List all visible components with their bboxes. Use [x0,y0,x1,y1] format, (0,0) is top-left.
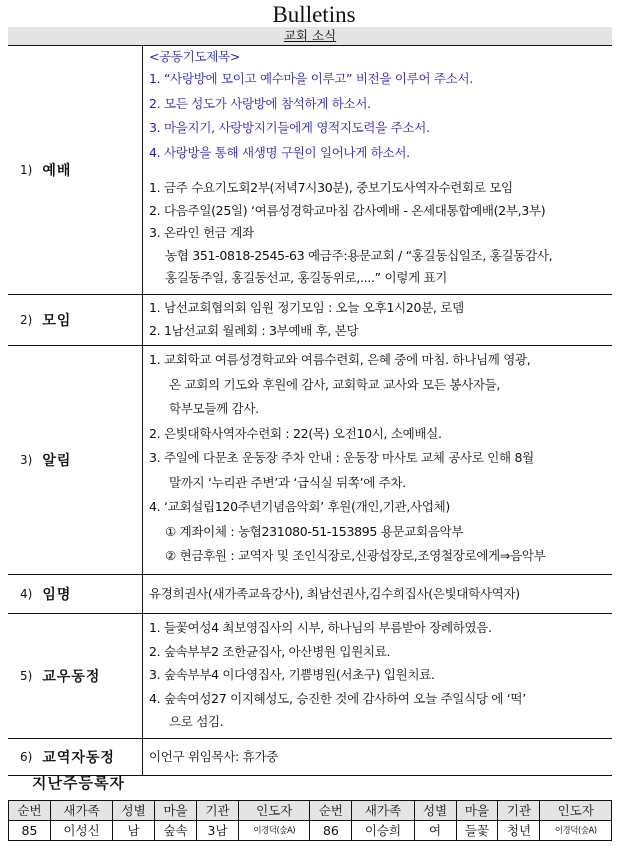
table-cell: 이승희 [352,821,414,841]
section-header-label: 교회 소식 [283,28,337,43]
section-label [8,575,143,613]
section-label [8,614,143,738]
table-cell: 이성신 [50,821,112,841]
column-header: 성별 [414,801,456,821]
list-item: 1. 남선교회협의회 임원 정기모임 : 오늘 오후1시20분, 로뎀 [149,300,464,315]
list-item: 온 교회의 기도와 후원에 감사, 교회학교 교사와 모든 봉사자들, [169,376,501,392]
column-header: 인도자 [540,801,612,821]
section-pastor-news [8,739,612,776]
table-cell: 86 [310,821,352,841]
section-name: 예배 [42,162,72,179]
column-header: 성별 [113,801,155,821]
list-item: 1. 금주 수요기도회2부(저녁7시30분), 중보기도사역자수련회로 모임 [149,180,513,195]
table-cell: 이경덕(숲A) [540,821,612,841]
list-item: 2. 숲속부부2 조한균집사, 아산병원 입원치료. [149,643,391,659]
column-header: 인도자 [239,801,310,821]
section-header [8,27,612,46]
prayer-item: 3. 마을지기, 사랑방지기들에게 영적지도력을 주소서. [149,120,430,135]
list-item: 2. 은빛대학사역자수련회 : 22(목) 오전10시, 소예배실. [149,425,442,441]
section-number: 6) [20,750,33,764]
column-header: 마을 [155,801,197,821]
section-meetings [8,295,612,346]
table-cell: 85 [9,821,51,841]
list-item: 유경희권사(새가족교육강사), 최남선권사,김수희집사(은빛대학사역자) [149,585,520,601]
spacer [149,165,612,177]
section-label [8,295,143,345]
table-cell: 청년 [498,821,540,841]
table-cell: 3남 [197,821,239,841]
column-header: 순번 [9,801,51,821]
section-appointments [8,575,612,614]
table-cell: 이경덕(숲A) [239,821,310,841]
prayer-item: 2. 모든 성도가 사랑방에 참석하게 하소서. [149,95,371,111]
section-content [143,346,612,574]
page-title: Bulletins [272,2,356,27]
section-label [8,346,143,574]
column-header: 순번 [310,801,352,821]
list-item: ② 현금후원 : 교역자 및 조인식장로,신광섭장로,조영철장로에게⇒음악부 [165,548,546,563]
section-number: 3) [20,453,33,467]
table-row [9,821,612,841]
prayer-item: 4. 사랑방을 통해 새생명 구원이 일어나게 하소서. [149,144,410,160]
list-item: 4. 숲속여성27 이지혜성도, 승진한 것에 감사하여 오늘 주일식당 에 ‘떡’ [149,690,526,706]
column-header: 새가족 [50,801,112,821]
section-number: 4) [20,587,33,601]
column-header: 새가족 [352,801,414,821]
list-item: 3. 숲속부부4 이다영집사, 기쁨병원(서초구) 입원치료. [149,667,435,682]
list-item: 1. 들꽃여성4 최보영집사의 시부, 하나님의 부름받아 장례하였음. [149,620,492,635]
list-item: 으로 섬김. [169,714,224,729]
section-content [143,295,612,345]
section-number: 1) [20,162,33,177]
section-name: 교우동정 [42,669,101,685]
list-item: 말까지 ‘누리관 주변’과 ‘급식실 뒤쪽’에 주차. [169,474,406,490]
registrants-title: 지난주등록자 [32,774,125,792]
section-name: 알림 [42,453,72,469]
list-item: 4. ‘교회설립120주년기념음악회’ 후원(개인,기관,사업체) [149,499,450,514]
section-label [8,45,143,294]
table-cell: 들꽃 [456,821,498,841]
registrants-table [8,800,612,841]
list-item: 농협 351-0818-2545-63 예금주:용문교회 / “홍길동십일조, 홍길동감사, [165,247,553,263]
section-content [143,45,612,294]
list-item: 이언구 위임목사: 휴가중 [149,748,279,764]
table-cell: 여 [414,821,456,841]
section-content [143,575,612,613]
list-item: ① 계좌이체 : 농협231080-51-153895 용문교회음악부 [165,523,464,539]
column-header: 기관 [197,801,239,821]
list-item: 2. 다음주일(25일) ‘여름성경학교마침 감사예배 - 온세대통합예배(2부,3부) [149,202,546,218]
section-content [143,614,612,738]
section-name: 임명 [42,587,72,603]
section-announcements [8,346,612,575]
list-item: 1. 교회학교 여름성경학교와 여름수련회, 은혜 중에 마침. 하나님께 영광, [149,352,531,367]
section-member-news [8,614,612,739]
section-number: 5) [20,669,33,683]
table-header-row [9,801,612,821]
section-name: 교역자동정 [42,750,115,766]
list-item: 홍길동주일, 홍길동선교, 홍길동위로,....” 이렇게 표기 [165,270,448,285]
section-name: 모임 [42,313,72,329]
column-header: 마을 [456,801,498,821]
list-item: 학부모들께 감사. [169,401,259,416]
section-label [8,739,143,775]
news-sections [8,45,612,776]
table-cell: 숲속 [155,821,197,841]
prayer-item: 1. “사랑방에 모이고 예수마을 이루고” 비전을 이루어 주소서. [149,71,473,86]
list-item: 3. 주일에 다문초 운동장 주차 안내 : 운동장 마사토 교체 공사로 인해 8월 [149,450,534,465]
section-content [143,739,612,775]
list-item: 2. 1남선교회 월례회 : 3부예배 후, 본당 [149,322,359,338]
section-number: 2) [20,313,33,327]
column-header: 기관 [498,801,540,821]
table-cell: 남 [113,821,155,841]
prayer-title: <공동기도제목> [149,49,240,64]
section-worship [8,45,612,295]
list-item: 3. 온라인 헌금 계좌 [149,225,254,240]
